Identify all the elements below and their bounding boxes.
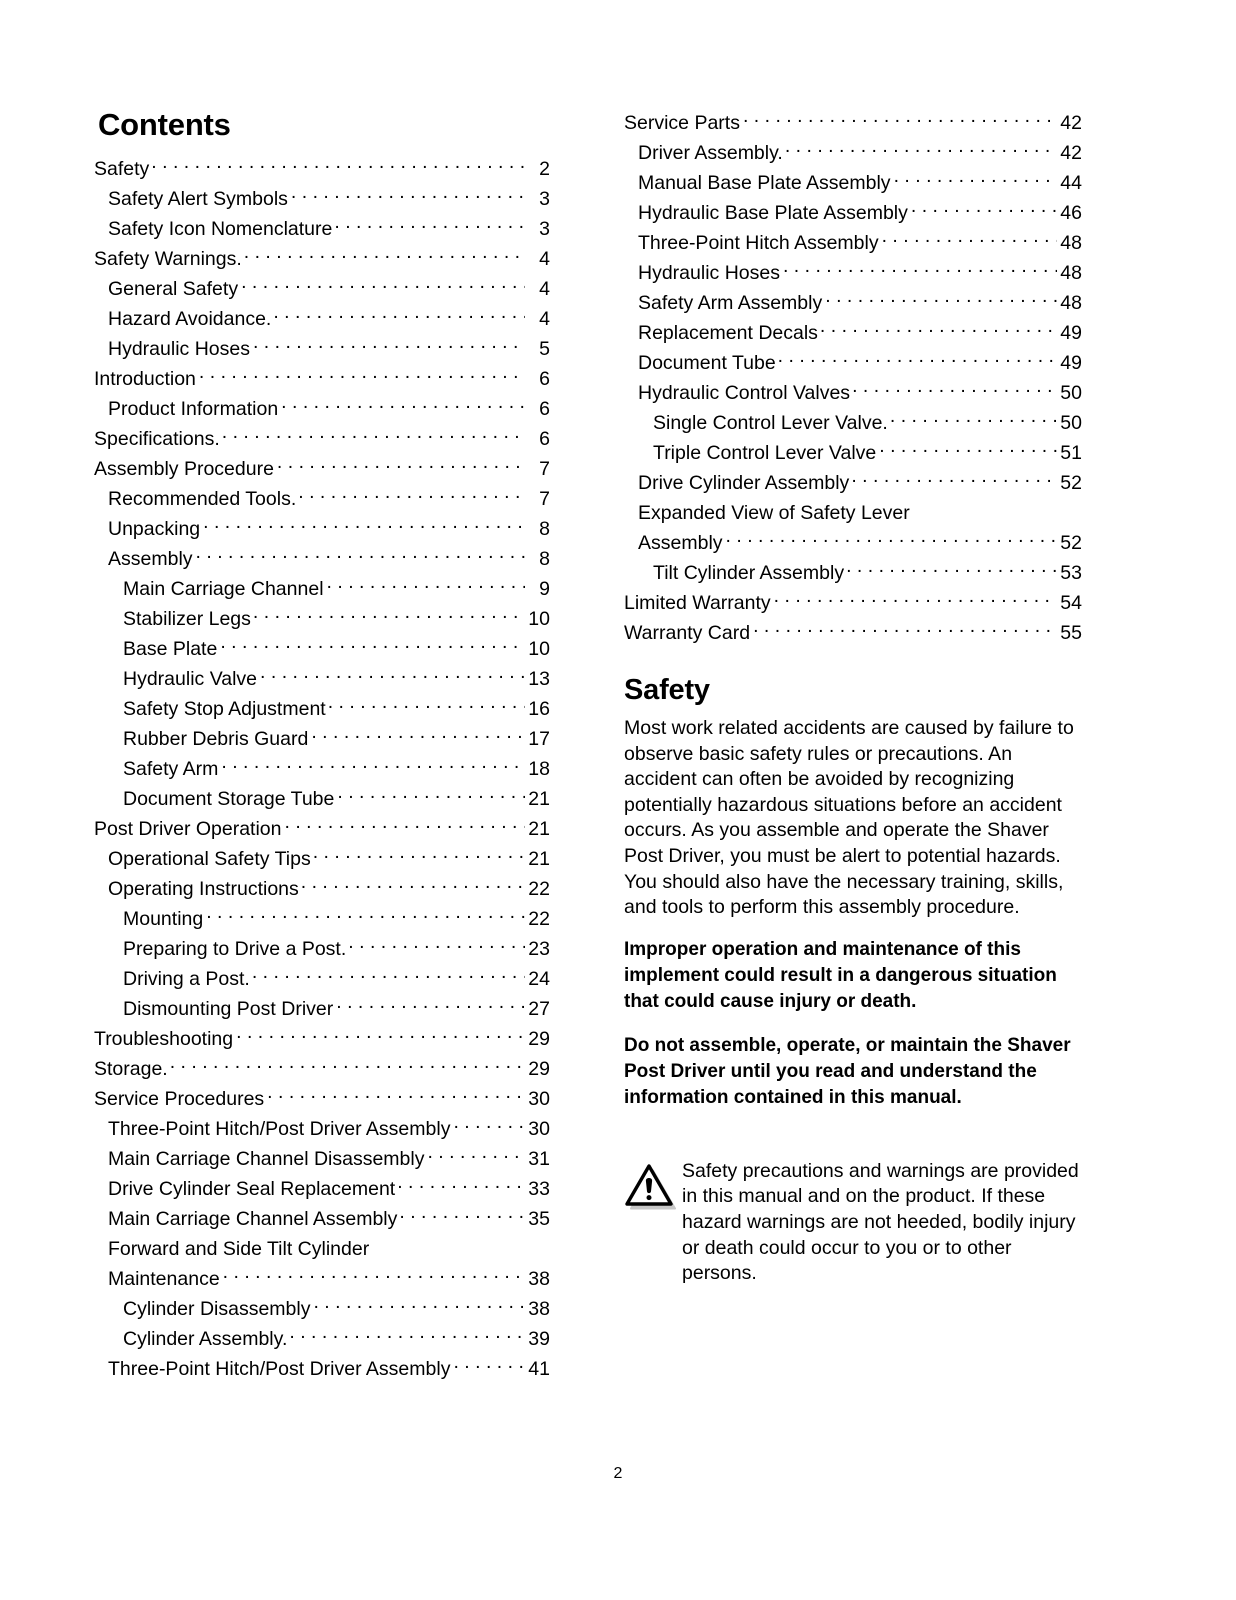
toc-entry-label: Rubber Debris Guard	[123, 728, 309, 750]
toc-dot-leader	[852, 380, 1057, 400]
toc-entry-label: Unpacking	[108, 518, 201, 540]
toc-entry-label-line2[interactable]	[108, 1264, 550, 1294]
toc-dot-leader	[313, 846, 525, 866]
toc-entry-label: Safety	[94, 158, 150, 180]
left-column	[94, 108, 550, 1384]
toc-dot-leader	[241, 276, 525, 296]
toc-entry-label: Storage.	[94, 1058, 168, 1080]
toc-dot-leader	[253, 336, 525, 356]
toc-entry[interactable]	[123, 754, 550, 784]
toc-dot-leader	[298, 486, 525, 506]
toc-dot-leader	[399, 1206, 525, 1226]
safety-intro-paragraph: Most work related accidents are caused by failure to observe basic safety rules or precautions. An accident can often be avoided by recognizing potentially hazardous situations before an accident occurs. As you assemble and operate the Shaver Post Driver, you must be alert to potential hazards. You should also have the necessary training, skills, and tools to perform this assembly procedure.	[624, 717, 1074, 919]
toc-entry-label: Single Control Lever Valve.	[653, 412, 888, 434]
toc-dot-leader	[301, 876, 525, 896]
toc-entry-page: 23	[528, 938, 550, 960]
toc-dot-leader	[882, 230, 1057, 250]
toc-dot-leader	[285, 816, 526, 836]
toc-entry[interactable]	[94, 424, 550, 454]
toc-entry-label: Hydraulic Control Valves	[638, 382, 851, 404]
toc-entry[interactable]	[108, 304, 550, 334]
toc-entry[interactable]	[94, 1024, 550, 1054]
toc-entry-label: Three-Point Hitch Assembly	[638, 232, 879, 254]
toc-dot-leader	[328, 696, 525, 716]
toc-entry[interactable]	[94, 814, 550, 844]
toc-entry-page: 8	[539, 548, 550, 570]
toc-entry[interactable]	[123, 1294, 550, 1324]
toc-entry-label: Replacement Decals	[638, 322, 818, 344]
toc-entry[interactable]	[638, 288, 1082, 318]
toc-entry[interactable]	[638, 168, 1082, 198]
toc-entry-page: 38	[528, 1298, 550, 1320]
toc-entry-page: 13	[528, 668, 550, 690]
toc-dot-leader	[281, 396, 525, 416]
toc-entry-label: General Safety	[108, 278, 239, 300]
toc-entry-label: Troubleshooting	[94, 1028, 234, 1050]
toc-entry-label-line1: Expanded View of Safety Lever	[638, 502, 910, 524]
toc-entry[interactable]	[123, 934, 550, 964]
toc-dot-leader	[726, 530, 1057, 550]
toc-dot-leader	[291, 186, 525, 206]
toc-dot-leader	[785, 140, 1057, 160]
toc-entry-page: 4	[539, 248, 550, 270]
toc-dot-leader	[221, 756, 525, 776]
toc-entry[interactable]	[638, 378, 1082, 408]
toc-entry-page: 54	[1060, 592, 1082, 614]
toc-dot-leader	[311, 726, 525, 746]
toc-entry-label: Hydraulic Valve	[123, 668, 258, 690]
toc-entry-page: 50	[1060, 412, 1082, 434]
toc-dot-leader	[222, 426, 525, 446]
toc-dot-leader	[879, 440, 1057, 460]
toc-entry-page: 27	[528, 998, 550, 1020]
toc-entry-page: 39	[528, 1328, 550, 1350]
toc-entry-page: 21	[528, 788, 550, 810]
toc-entry-page: 48	[1060, 262, 1082, 284]
toc-entry[interactable]	[638, 198, 1082, 228]
toc-entry-page: 46	[1060, 202, 1082, 224]
toc-entry[interactable]	[108, 1144, 550, 1174]
toc-entry-page: 4	[539, 308, 550, 330]
toc-dot-leader	[846, 560, 1057, 580]
safety-bold-warning-2: Do not assemble, operate, or maintain the Shaver Post Driver until you read and understand the information contained in this manual.	[624, 1034, 1071, 1108]
toc-entry-page: 18	[528, 758, 550, 780]
toc-entry-page: 33	[528, 1178, 550, 1200]
toc-entry-label: Drive Cylinder Assembly	[638, 472, 850, 494]
toc-entry-label: Safety Icon Nomenclature	[108, 218, 333, 240]
toc-entry[interactable]	[108, 274, 550, 304]
toc-dot-leader	[273, 306, 525, 326]
toc-entry-label: Main Carriage Channel Assembly	[108, 1208, 398, 1230]
toc-entry-page: 52	[1060, 472, 1082, 494]
toc-entry-page: 48	[1060, 292, 1082, 314]
toc-entry[interactable]	[638, 348, 1082, 378]
toc-entry-label: Service Procedures	[94, 1088, 265, 1110]
toc-entry-label: Manual Base Plate Assembly	[638, 172, 891, 194]
safety-alert-block	[624, 1137, 1082, 1287]
toc-dot-leader	[252, 966, 525, 986]
safety-heading: Safety	[624, 674, 710, 706]
toc-dot-leader	[743, 110, 1057, 130]
toc-entry-page: 41	[528, 1358, 550, 1380]
toc-dot-leader	[199, 366, 525, 386]
toc-entry[interactable]	[108, 484, 550, 514]
toc-entry[interactable]	[108, 544, 550, 574]
toc-dot-leader	[427, 1146, 525, 1166]
toc-dot-leader	[327, 576, 525, 596]
toc-entry[interactable]	[108, 1174, 550, 1204]
toc-entry-label: Safety Stop Adjustment	[123, 698, 326, 720]
toc-entry-page: 38	[528, 1268, 550, 1290]
toc-entry-page: 3	[539, 188, 550, 210]
toc-dot-leader	[170, 1056, 525, 1076]
toc-entry-label: Maintenance	[108, 1268, 220, 1290]
toc-entry-label: Assembly Procedure	[94, 458, 274, 480]
toc-entry-label: Three-Point Hitch/Post Driver Assembly	[108, 1358, 451, 1380]
toc-dot-leader	[151, 156, 525, 176]
toc-entry-page: 4	[539, 278, 550, 300]
toc-entry-page: 42	[1060, 142, 1082, 164]
toc-entry[interactable]	[94, 1084, 550, 1114]
toc-dot-leader	[313, 1296, 525, 1316]
toc-entry[interactable]	[108, 214, 550, 244]
toc-dot-leader	[783, 260, 1057, 280]
toc-entry[interactable]	[94, 244, 550, 274]
toc-entry[interactable]	[108, 334, 550, 364]
toc-dot-leader	[203, 516, 525, 536]
toc-entry-label: Safety Warnings.	[94, 248, 242, 270]
toc-entry-page: 35	[528, 1208, 550, 1230]
toc-entry-page: 10	[528, 608, 550, 630]
toc-entry[interactable]	[94, 364, 550, 394]
toc-entry[interactable]	[638, 318, 1082, 348]
toc-dot-leader	[778, 350, 1057, 370]
toc-dot-leader	[220, 636, 525, 656]
toc-entry-label: Preparing to Drive a Post.	[123, 938, 347, 960]
toc-entry-label: Main Carriage Channel	[123, 578, 324, 600]
toc-entry[interactable]	[108, 874, 550, 904]
toc-dot-leader	[911, 200, 1057, 220]
toc-entry[interactable]	[653, 558, 1082, 588]
toc-entry-page: 22	[528, 878, 550, 900]
right-column	[624, 108, 1082, 1287]
toc-dot-leader	[206, 906, 525, 926]
toc-entry-page: 52	[1060, 532, 1082, 554]
toc-entry-page: 31	[528, 1148, 550, 1170]
toc-entry-page: 21	[528, 818, 550, 840]
toc-entry-page: 29	[528, 1058, 550, 1080]
toc-entry-label: Limited Warranty	[624, 592, 771, 614]
toc-entry-page: 53	[1060, 562, 1082, 584]
toc-entry-label: Post Driver Operation	[94, 818, 282, 840]
toc-entry[interactable]	[624, 588, 1082, 618]
toc-dot-leader	[397, 1176, 525, 1196]
toc-dot-leader	[825, 290, 1057, 310]
toc-entry-label: Assembly	[638, 532, 723, 554]
toc-entry-page: 49	[1060, 352, 1082, 374]
toc-entry-page: 7	[539, 458, 550, 480]
toc-entry-label: Document Tube	[638, 352, 776, 374]
toc-entry-page: 5	[539, 338, 550, 360]
toc-dot-leader	[260, 666, 525, 686]
toc-entry-label: Hydraulic Hoses	[108, 338, 250, 360]
toc-entry-label: Safety Alert Symbols	[108, 188, 288, 210]
toc-entry-page: 50	[1060, 382, 1082, 404]
toc-dot-leader	[453, 1116, 525, 1136]
toc-entry-label: Assembly	[108, 548, 193, 570]
toc-entry[interactable]	[123, 964, 550, 994]
table-of-contents-right	[624, 108, 1082, 648]
toc-dot-leader	[820, 320, 1057, 340]
toc-entry[interactable]	[123, 694, 550, 724]
toc-entry-page: 22	[528, 908, 550, 930]
toc-entry[interactable]	[108, 1354, 550, 1384]
toc-entry[interactable]	[108, 1114, 550, 1144]
toc-entry[interactable]	[94, 1054, 550, 1084]
toc-dot-leader	[337, 786, 525, 806]
toc-entry-label: Hydraulic Hoses	[638, 262, 780, 284]
toc-entry[interactable]	[638, 468, 1082, 498]
toc-entry[interactable]	[653, 408, 1082, 438]
toc-entry-label: Driving a Post.	[123, 968, 250, 990]
toc-entry[interactable]	[123, 634, 550, 664]
toc-entry-page: 7	[539, 488, 550, 510]
toc-entry-label: Three-Point Hitch/Post Driver Assembly	[108, 1118, 451, 1140]
toc-dot-leader	[851, 470, 1057, 490]
toc-entry-label: Cylinder Assembly.	[123, 1328, 288, 1350]
toc-entry-page: 3	[539, 218, 550, 240]
toc-entry-label: Operating Instructions	[108, 878, 299, 900]
toc-entry[interactable]	[108, 394, 550, 424]
toc-entry-label: Stabilizer Legs	[123, 608, 251, 630]
toc-entry-page: 24	[528, 968, 550, 990]
toc-entry-label: Base Plate	[123, 638, 218, 660]
toc-entry-page: 44	[1060, 172, 1082, 194]
toc-dot-leader	[236, 1026, 525, 1046]
toc-entry[interactable]	[94, 454, 550, 484]
toc-dot-leader	[289, 1326, 525, 1346]
toc-entry-page: 30	[528, 1088, 550, 1110]
toc-dot-leader	[244, 246, 525, 266]
toc-entry-page: 51	[1060, 442, 1082, 464]
toc-entry[interactable]	[638, 138, 1082, 168]
warning-triangle-icon	[624, 1137, 682, 1216]
toc-entry-label: Warranty Card	[624, 622, 751, 644]
toc-entry[interactable]	[108, 184, 550, 214]
toc-entry-label: Main Carriage Channel Disassembly	[108, 1148, 425, 1170]
toc-entry-page: 17	[528, 728, 550, 750]
safety-bold-warning-1: Improper operation and maintenance of this implement could result in a dangerous situation that could cause injury or death.	[624, 938, 1057, 1012]
toc-entry-page: 29	[528, 1028, 550, 1050]
toc-entry[interactable]	[108, 514, 550, 544]
toc-entry-page: 16	[528, 698, 550, 720]
toc-entry-page: 6	[539, 398, 550, 420]
toc-dot-leader	[453, 1356, 525, 1376]
toc-entry-page: 6	[539, 368, 550, 390]
safety-alert-text: Safety precautions and warnings are provided in this manual and on the product. If these hazard warnings are not heeded, bodily injury or death could occur to you or to other persons.	[682, 1159, 1079, 1285]
toc-entry-label: Tilt Cylinder Assembly	[653, 562, 845, 584]
toc-entry-page: 49	[1060, 322, 1082, 344]
toc-entry-label: Drive Cylinder Seal Replacement	[108, 1178, 396, 1200]
toc-entry[interactable]	[638, 258, 1082, 288]
toc-entry-label-line2[interactable]	[638, 528, 1082, 558]
toc-entry[interactable]	[123, 904, 550, 934]
toc-entry-page: 2	[539, 158, 550, 180]
toc-entry-label-line1: Forward and Side Tilt Cylinder	[108, 1238, 370, 1260]
toc-entry[interactable]	[123, 994, 550, 1024]
toc-entry-page: 8	[539, 518, 550, 540]
toc-entry-label: Safety Arm	[123, 758, 219, 780]
toc-dot-leader	[277, 456, 525, 476]
toc-entry-page: 6	[539, 428, 550, 450]
toc-entry-page: 48	[1060, 232, 1082, 254]
toc-entry-page: 55	[1060, 622, 1082, 644]
toc-entry-label: Mounting	[123, 908, 204, 930]
toc-entry-label: Driver Assembly.	[638, 142, 783, 164]
toc-entry-label: Recommended Tools.	[108, 488, 297, 510]
toc-entry-label: Specifications.	[94, 428, 220, 450]
toc-entry[interactable]	[108, 844, 550, 874]
toc-dot-leader	[890, 410, 1057, 430]
toc-entry[interactable]	[123, 664, 550, 694]
toc-entry-label: Cylinder Disassembly	[123, 1298, 311, 1320]
toc-entry[interactable]	[653, 438, 1082, 468]
toc-dot-leader	[753, 620, 1057, 640]
toc-entry[interactable]	[123, 1324, 550, 1354]
toc-entry-wrapped[interactable]	[108, 1234, 550, 1294]
toc-entry[interactable]	[624, 108, 1082, 138]
toc-dot-leader	[348, 936, 525, 956]
toc-entry-label: Introduction	[94, 368, 196, 390]
toc-entry-page: 42	[1060, 112, 1082, 134]
toc-entry-label: Operational Safety Tips	[108, 848, 311, 870]
toc-entry-label: Dismounting Post Driver	[123, 998, 334, 1020]
toc-entry-label: Triple Control Lever Valve	[653, 442, 877, 464]
toc-dot-leader	[774, 590, 1057, 610]
toc-dot-leader	[336, 996, 525, 1016]
toc-entry[interactable]	[123, 724, 550, 754]
toc-entry[interactable]	[624, 618, 1082, 648]
toc-entry-wrapped[interactable]	[638, 498, 1082, 558]
toc-entry-label: Safety Arm Assembly	[638, 292, 823, 314]
toc-entry[interactable]	[123, 574, 550, 604]
toc-entry[interactable]	[638, 228, 1082, 258]
toc-entry-page: 9	[539, 578, 550, 600]
toc-entry-page: 10	[528, 638, 550, 660]
toc-entry-label: Hazard Avoidance.	[108, 308, 272, 330]
toc-entry-label: Document Storage Tube	[123, 788, 335, 810]
toc-entry[interactable]	[123, 784, 550, 814]
page-title: Contents	[98, 107, 231, 142]
toc-dot-leader	[253, 606, 525, 626]
toc-entry-label: Product Information	[108, 398, 279, 420]
toc-entry-page: 21	[528, 848, 550, 870]
toc-entry[interactable]	[108, 1204, 550, 1234]
toc-entry[interactable]	[123, 604, 550, 634]
toc-dot-leader	[894, 170, 1057, 190]
toc-entry[interactable]	[94, 154, 550, 184]
toc-entry-label: Hydraulic Base Plate Assembly	[638, 202, 908, 224]
toc-dot-leader	[267, 1086, 525, 1106]
toc-entry-page: 30	[528, 1118, 550, 1140]
table-of-contents-left	[94, 154, 550, 1384]
footer-page-number: 2	[613, 1465, 623, 1482]
toc-entry-label: Service Parts	[624, 112, 740, 134]
toc-dot-leader	[223, 1266, 525, 1286]
toc-dot-leader	[196, 546, 525, 566]
toc-dot-leader	[334, 216, 525, 236]
